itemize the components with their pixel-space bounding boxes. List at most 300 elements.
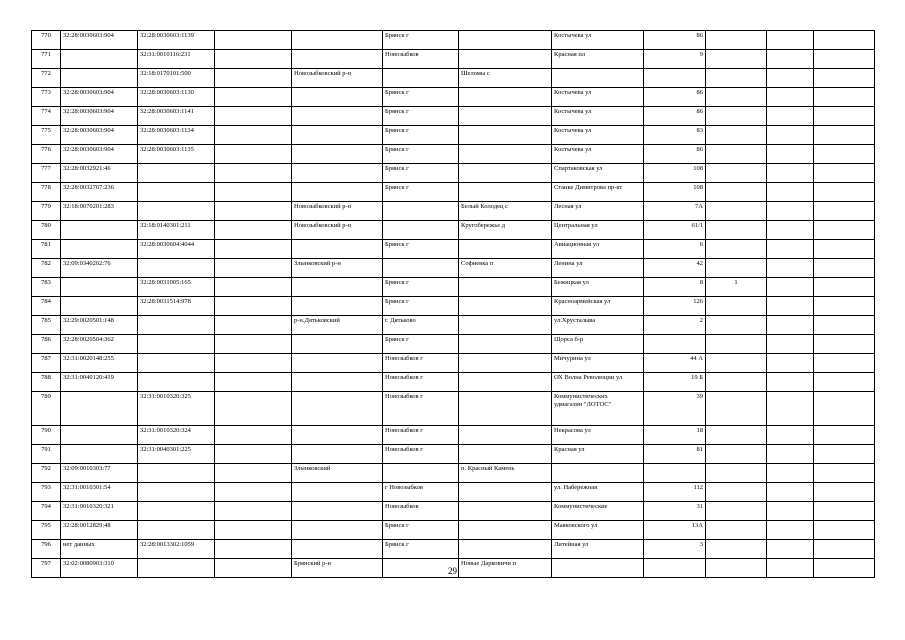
cell-house: 2 [644,316,706,335]
cell-house: 8 [644,278,706,297]
cell-blank [215,373,292,392]
cell-district [292,540,383,559]
cell-cad1: 32:28:0012829:48 [61,521,138,540]
cell-cad1: 32:28:0030603:904 [61,145,138,164]
cell-c11 [814,297,875,316]
table-row [32,164,875,183]
cell-blank [215,259,292,278]
cell-blank [215,145,292,164]
cell-cad2: 32:31:0010320:324 [138,426,215,445]
cell-c9 [706,483,767,502]
cell-city: Брянск г [383,107,459,126]
cell-settlement [459,426,552,445]
cell-c11 [814,50,875,69]
cell-blank [215,69,292,88]
cell-num: 789 [32,392,61,426]
cell-c10 [767,183,814,202]
cell-street: Красная ул [552,445,644,464]
cell-cad1 [61,426,138,445]
cell-cad1 [61,69,138,88]
cell-c10 [767,540,814,559]
cell-cad1 [61,221,138,240]
cell-house: 112 [644,483,706,502]
table-row [32,297,875,316]
cell-c9 [706,445,767,464]
cell-settlement [459,445,552,464]
cell-settlement [459,392,552,426]
cell-city: Брянск г [383,297,459,316]
cell-c9 [706,50,767,69]
cell-c11 [814,540,875,559]
cell-settlement: Белый Колодец с [459,202,552,221]
cell-blank [215,50,292,69]
cell-c9 [706,183,767,202]
cell-blank [215,164,292,183]
cell-cad2: 32:28:0030603:1134 [138,126,215,145]
cell-blank [215,240,292,259]
cell-num: 794 [32,502,61,521]
cell-street: Некрасова ул [552,426,644,445]
table-body [32,31,875,578]
cell-c10 [767,483,814,502]
cell-street: Костычева ул [552,145,644,164]
cell-c9 [706,107,767,126]
cell-city: г. Дятьково [383,316,459,335]
cell-c9 [706,145,767,164]
cell-cad1: 32:31:0040120:419 [61,373,138,392]
cell-house: 19 Б [644,373,706,392]
cell-c11 [814,126,875,145]
cell-num: 777 [32,164,61,183]
cell-c9 [706,392,767,426]
cell-blank [215,183,292,202]
cell-num: 790 [32,426,61,445]
cell-city: Брянск г [383,335,459,354]
cell-c10 [767,464,814,483]
cell-c10 [767,278,814,297]
table-row [32,502,875,521]
table-row [32,240,875,259]
cell-num: 796 [32,540,61,559]
cell-street: Коммунистические [552,502,644,521]
cell-c11 [814,354,875,373]
cell-num: 773 [32,88,61,107]
cell-c10 [767,373,814,392]
cell-c9 [706,126,767,145]
cell-house [644,69,706,88]
cell-c10 [767,521,814,540]
cell-cad2: 32:31:0010116:231 [138,50,215,69]
cell-house: 6 [644,240,706,259]
table-row [32,126,875,145]
cell-settlement: Кругобережье д [459,221,552,240]
table-row [32,316,875,335]
cell-blank [215,221,292,240]
cell-settlement: п. Красный Камень [459,464,552,483]
cell-c11 [814,316,875,335]
cell-c9 [706,69,767,88]
table-row [32,335,875,354]
cell-cad1 [61,297,138,316]
cell-cad2: 32:18:0140301:211 [138,221,215,240]
cell-house: 86 [644,145,706,164]
table-row [32,392,875,426]
cell-district [292,297,383,316]
cell-street: Станке Димитрова пр-кт [552,183,644,202]
cell-c11 [814,221,875,240]
cell-c11 [814,69,875,88]
cell-c10 [767,502,814,521]
cell-blank [215,445,292,464]
table-row [32,426,875,445]
cell-city: Брянск г [383,278,459,297]
cell-num: 771 [32,50,61,69]
cell-city: Новозыбков г [383,373,459,392]
cell-settlement: Шеломы с [459,69,552,88]
cell-c9 [706,240,767,259]
cell-cad2 [138,259,215,278]
cell-district [292,373,383,392]
cell-street: Мичурина ул [552,354,644,373]
cell-house: 31 [644,502,706,521]
cell-c11 [814,259,875,278]
cell-street: ОХ Волна Революции ул [552,373,644,392]
cell-num: 792 [32,464,61,483]
cell-district [292,240,383,259]
cell-city: Брянск г [383,521,459,540]
cell-house: 81 [644,445,706,464]
cell-city: Брянск г [383,88,459,107]
cell-c10 [767,354,814,373]
cell-street: ул.Хрусталыва [552,316,644,335]
cell-street: Лесная ул [552,202,644,221]
cell-cad2: 32:28:0031005:165 [138,278,215,297]
cell-cad1: нет данных [61,540,138,559]
cell-blank [215,297,292,316]
cell-cad2 [138,502,215,521]
cell-house [644,335,706,354]
cell-c9 [706,464,767,483]
cell-c10 [767,426,814,445]
cell-num: 784 [32,297,61,316]
cell-city: Новозыбков г [383,392,459,426]
cell-house: 86 [644,31,706,50]
cell-district: Злынковский [292,464,383,483]
cell-city: Брянск г [383,164,459,183]
cell-settlement [459,50,552,69]
cell-num: 770 [32,31,61,50]
cell-blank [215,278,292,297]
table-row [32,521,875,540]
cell-settlement: Софиевка п [459,259,552,278]
cell-settlement [459,164,552,183]
cell-cad1: 32:28:0032921:46 [61,164,138,183]
cell-c9 [706,297,767,316]
cell-cad2 [138,521,215,540]
table-row [32,107,875,126]
cell-district [292,483,383,502]
cell-cad1: 32:31:0010301:54 [61,483,138,502]
cell-c10 [767,445,814,464]
cell-cad1 [61,278,138,297]
table-row [32,88,875,107]
cell-settlement [459,297,552,316]
cell-settlement [459,31,552,50]
cell-blank [215,426,292,445]
cell-cad1 [61,50,138,69]
cell-cad1: 32:02:0080903:310 [61,559,138,578]
cell-cad2 [138,483,215,502]
cell-house: 83 [644,126,706,145]
cell-city [383,259,459,278]
table-row [32,540,875,559]
cell-city: Новозыбков [383,50,459,69]
cell-settlement [459,335,552,354]
cell-c10 [767,392,814,426]
cell-c10 [767,297,814,316]
cell-cad2 [138,354,215,373]
cell-street: ул. Набережная [552,483,644,502]
cell-city: г Новозыбков [383,483,459,502]
cell-settlement [459,107,552,126]
cell-house: 9 [644,50,706,69]
cell-district [292,426,383,445]
cell-c11 [814,521,875,540]
cell-cad2: 32:28:0030604:4044 [138,240,215,259]
cell-c11 [814,392,875,426]
cell-num: 782 [32,259,61,278]
cell-c11 [814,464,875,483]
cell-c11 [814,335,875,354]
cell-settlement [459,88,552,107]
cell-blank [215,202,292,221]
cell-num: 786 [32,335,61,354]
cell-cad1: 32:29:0020501:148 [61,316,138,335]
table-row [32,145,875,164]
cell-c11 [814,31,875,50]
table-row [32,354,875,373]
cell-c11 [814,426,875,445]
cell-blank [215,107,292,126]
cell-cad1: 32:31:0010320:321 [61,502,138,521]
cell-c10 [767,221,814,240]
cell-city [383,464,459,483]
cell-cad2: 32:28:0013302:1059 [138,540,215,559]
cell-c11 [814,502,875,521]
cell-street: Коммунистических удмагазин "ЛОТОС" [552,392,644,426]
table-row [32,483,875,502]
cell-house: 13А [644,521,706,540]
cell-district [292,183,383,202]
cell-city: Брянск г [383,240,459,259]
cell-district: Брянский р-н [292,559,383,578]
cell-street: Авиационная ул [552,240,644,259]
cell-c10 [767,145,814,164]
cell-c11 [814,373,875,392]
cell-c11 [814,164,875,183]
cell-settlement [459,354,552,373]
cell-city: Брянск г [383,31,459,50]
cell-num: 787 [32,354,61,373]
cell-district [292,31,383,50]
cell-settlement [459,502,552,521]
cell-house: 42 [644,259,706,278]
cell-c11 [814,88,875,107]
table-row [32,373,875,392]
cell-house: 86 [644,88,706,107]
cell-cad2 [138,164,215,183]
table-row [32,278,875,297]
cell-c10 [767,316,814,335]
cell-house: 86 [644,107,706,126]
cell-c9 [706,88,767,107]
cell-settlement [459,483,552,502]
table-row [32,50,875,69]
cell-cad2: 32:28:0030603:1139 [138,31,215,50]
cell-num: 776 [32,145,61,164]
table-row [32,259,875,278]
cell-cad2: 32:28:0030603:1141 [138,107,215,126]
cell-settlement: Новые Дарковичи п [459,559,552,578]
table-row [32,69,875,88]
cell-cad2: 32:31:0040301:225 [138,445,215,464]
cell-num: 793 [32,483,61,502]
cell-street: Ленина ул [552,259,644,278]
cell-city [383,221,459,240]
cell-settlement [459,126,552,145]
table-row [32,445,875,464]
cell-c10 [767,240,814,259]
cell-num: 774 [32,107,61,126]
cell-c9 [706,373,767,392]
cell-street: Маяковского ул [552,521,644,540]
cell-settlement [459,373,552,392]
cell-blank [215,354,292,373]
cell-settlement [459,540,552,559]
cell-district [292,392,383,426]
cell-district [292,107,383,126]
cell-city [383,202,459,221]
cell-num: 791 [32,445,61,464]
cell-city: Брянск г [383,183,459,202]
registry-table [31,30,875,578]
cell-settlement [459,183,552,202]
cell-num: 779 [32,202,61,221]
cell-c9 [706,202,767,221]
cell-c9 [706,221,767,240]
cell-blank [215,521,292,540]
cell-c9 [706,164,767,183]
cell-house: 7А [644,202,706,221]
cell-street [552,69,644,88]
cell-blank [215,31,292,50]
cell-street: Костычева ул [552,126,644,145]
page-number: 29 [448,566,457,576]
table-row [32,464,875,483]
cell-street: Красноармейская ул [552,297,644,316]
cell-settlement [459,521,552,540]
table-row [32,221,875,240]
cell-cad2 [138,183,215,202]
cell-blank [215,126,292,145]
cell-cad2 [138,316,215,335]
cell-c11 [814,107,875,126]
cell-c10 [767,164,814,183]
cell-c11 [814,183,875,202]
cell-c11 [814,202,875,221]
cell-cad1 [61,445,138,464]
cell-c9 [706,259,767,278]
cell-cad1: 32:09:0340202:76 [61,259,138,278]
cell-blank [215,483,292,502]
cell-district [292,521,383,540]
cell-cad1: 32:28:0030603:904 [61,126,138,145]
cell-cad1: 32:28:0032707:236 [61,183,138,202]
cell-street: Костычева ул [552,88,644,107]
cell-cad1: 32:28:0030603:904 [61,107,138,126]
cell-blank [215,464,292,483]
cell-cad2: 32:28:0031514:978 [138,297,215,316]
cell-city: Новозыбков г [383,445,459,464]
cell-street: Костычева ул [552,107,644,126]
cell-c10 [767,335,814,354]
cell-num: 781 [32,240,61,259]
cell-c10 [767,126,814,145]
cell-cad2: 32:31:0010320:325 [138,392,215,426]
cell-house: 108 [644,183,706,202]
cell-street: Спартаковская ул [552,164,644,183]
cell-district: Новозыбковский р-н [292,69,383,88]
cell-c11 [814,278,875,297]
cell-num: 783 [32,278,61,297]
cell-city: Новозыбков г [383,426,459,445]
cell-house: 44 А [644,354,706,373]
cell-district [292,88,383,107]
cell-c11 [814,145,875,164]
cell-c11 [814,483,875,502]
cell-street: Центральная ул [552,221,644,240]
cell-district: Новозыбковский р-н [292,221,383,240]
cell-cad1 [61,240,138,259]
cell-cad2 [138,464,215,483]
cell-settlement [459,278,552,297]
cell-num: 772 [32,69,61,88]
cell-c10 [767,31,814,50]
cell-c9 [706,521,767,540]
cell-c10 [767,107,814,126]
cell-cad1: 32:28:0020504:362 [61,335,138,354]
cell-house: 126 [644,297,706,316]
cell-district [292,50,383,69]
cell-num: 778 [32,183,61,202]
cell-city: Новозыбков [383,502,459,521]
cell-house: 3 [644,540,706,559]
cell-district [292,145,383,164]
cell-cad2 [138,373,215,392]
cell-street: Литейная ул [552,540,644,559]
cell-district [292,164,383,183]
cell-city: Брянск г [383,540,459,559]
cell-cad2: 32:28:0030603:1130 [138,88,215,107]
cell-c9 [706,354,767,373]
cell-street: Щорса б-р [552,335,644,354]
cell-blank [215,392,292,426]
cell-street: Костычева ул [552,31,644,50]
cell-district: р-н.Дятьковский [292,316,383,335]
cell-c11 [814,445,875,464]
cell-c10 [767,50,814,69]
cell-c9 [706,502,767,521]
